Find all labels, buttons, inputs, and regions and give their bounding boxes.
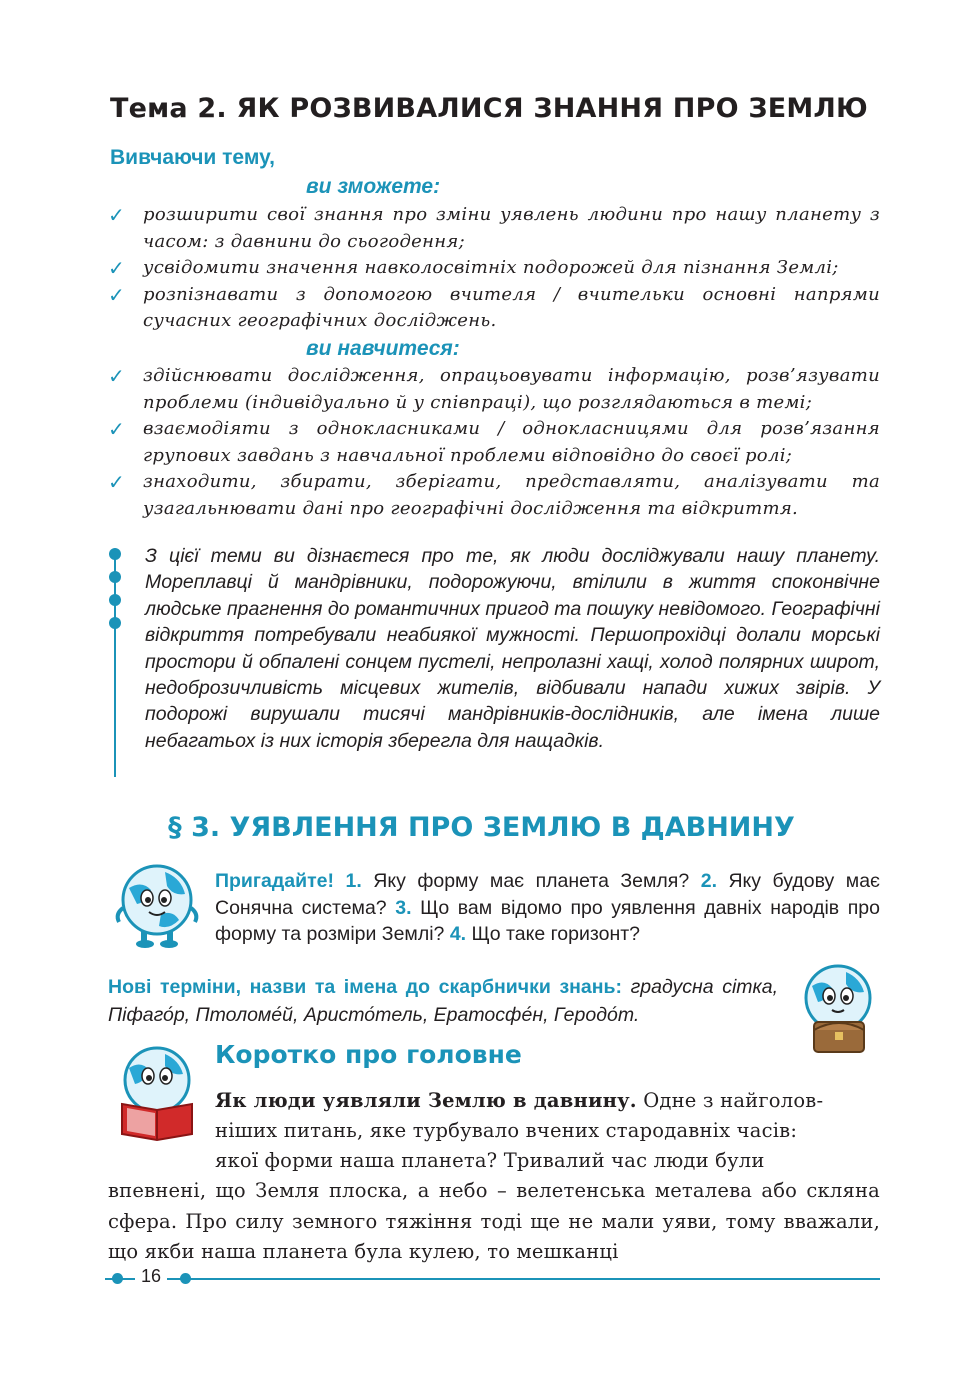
terms-block xyxy=(108,973,778,1029)
body-bold-lead: Як люди уявляли Землю в давнину. xyxy=(215,1089,637,1112)
list-item-text: розширити свої знання про зміни уявлень людини про нашу планету з часом: з давнини до сьогодення; xyxy=(143,204,880,252)
paragraph-title: § 3. УЯВЛЕННЯ ПРО ЗЕМЛЮ В ДАВНИНУ xyxy=(168,812,795,843)
terms-label: Нові терміни, назви та імена до скарбнички знань: xyxy=(108,976,623,998)
short-summary-title: Коротко про головне xyxy=(215,1040,522,1069)
list-item xyxy=(108,202,880,255)
recall-label: Пригадайте! xyxy=(215,870,334,892)
check-icon: ✓ xyxy=(108,364,126,388)
body-rest: впевнені, що Земля плоска, а небо – велетенська металева або скляна сфера. Про силу земного тяжіння тоді ще не мали уяви, тому вважали, що якби наша планета була кулею, то мешканці xyxy=(108,1179,880,1263)
topic-prefix: Тема 2. xyxy=(110,93,227,124)
globe-mascot-icon xyxy=(107,858,207,958)
question-number: 4. xyxy=(449,923,467,945)
studying-heading: Вивчаючи тему, xyxy=(110,146,276,169)
topic-title xyxy=(110,93,868,124)
list-item xyxy=(108,363,880,416)
question-text: Яку форму має планета Земля? xyxy=(361,870,701,892)
question-text: Яку будову має Сонячна система? xyxy=(215,870,880,919)
you-learn-heading: ви навчитеся: xyxy=(306,337,460,360)
rail-dot-icon xyxy=(109,594,121,606)
footer-dot-icon xyxy=(180,1273,191,1284)
list-item-text: взаємодіяти з однокласниками / однокласницями для розв’язання групових завдань з навчальної проблеми відповідно до своєї ролі; xyxy=(143,418,880,466)
check-icon: ✓ xyxy=(108,256,126,280)
check-icon: ✓ xyxy=(108,470,126,494)
footer-dot-icon xyxy=(112,1273,123,1284)
intro-rail xyxy=(114,549,116,777)
question-text: Що таке горизонт? xyxy=(466,923,640,945)
list-item xyxy=(108,416,880,469)
rail-dot-icon xyxy=(109,571,121,583)
you-learn-list xyxy=(108,363,880,522)
intro-text: З цієї теми ви дізнаєтеся про те, як люди досліджували нашу планету. Мореплавці й мандрівники, подорожуючи, втілили в життя споконвічне людське прагнення до романтичних пригод та пошуку невідомого. Географічні відкриття потребували неабиякої мужності. Першопрохідці долали морські простори й обпалені сонцем пустелі, непролазні хащі, холод полярних широт, недоброзичливість місцевих жителів, відбивали напади хижих звірів. У подорожі вирушали тисячі мандрівників-дослідників, але імена лише небагатьох із них історія зберегла для нащадків. xyxy=(145,545,880,752)
question-number: 3. xyxy=(395,896,412,919)
question-text: Що вам відомо про уявлення давніх народів про форму та розміри Землі? xyxy=(215,896,880,945)
list-item xyxy=(108,255,880,282)
check-icon: ✓ xyxy=(108,203,126,227)
globe-with-chest-icon xyxy=(788,960,888,1060)
list-item xyxy=(108,282,880,335)
list-item-text: розпізнавати з допомогою вчителя / вчительки основні напрями сучасних географічних досліджень. xyxy=(143,283,880,331)
list-item-text: усвідомити значення навколосвітніх подорожей для пізнання Землі; xyxy=(143,257,839,278)
question-number: 1. xyxy=(345,870,362,892)
body-line-3: якої форми наша планета? Тривалий час люди були xyxy=(215,1149,765,1172)
body-line-1 xyxy=(215,1086,880,1117)
footer-rule xyxy=(105,1278,880,1280)
body-line-1-text: Одне з найголов- xyxy=(636,1089,824,1112)
list-item-text: здійснювати дослідження, опрацьовувати інформацію, розв’язувати проблеми (індивідуально й у співпраці), що розглядаються в темі; xyxy=(143,365,880,413)
body-line-2: ніших питань, яке турбувало вчених стародавніх часів: xyxy=(215,1119,798,1142)
rail-dot-icon xyxy=(109,617,121,629)
list-item-text: знаходити, збирати, зберігати, представляти, аналізувати та узагальнювати дані про географічні дослідження та відкриття. xyxy=(143,471,880,519)
recall-block xyxy=(215,868,880,948)
topic-main: ЯК РОЗВИВАЛИСЯ ЗНАННЯ ПРО ЗЕМЛЮ xyxy=(226,93,868,124)
question-number: 2. xyxy=(700,870,717,892)
rail-dot-icon xyxy=(109,548,121,560)
check-icon: ✓ xyxy=(108,282,126,307)
you-can-list xyxy=(108,202,880,335)
list-item xyxy=(108,469,880,522)
you-can-heading: ви зможете: xyxy=(306,175,441,198)
check-icon: ✓ xyxy=(108,417,126,441)
globe-with-book-icon xyxy=(107,1042,207,1142)
page-number: 16 xyxy=(135,1266,167,1287)
terms-list: градусна сітка, Піфаго́р, Птоломе́й, Аристо́тель, Ератосфе́н, Геродо́т. xyxy=(108,976,778,1026)
